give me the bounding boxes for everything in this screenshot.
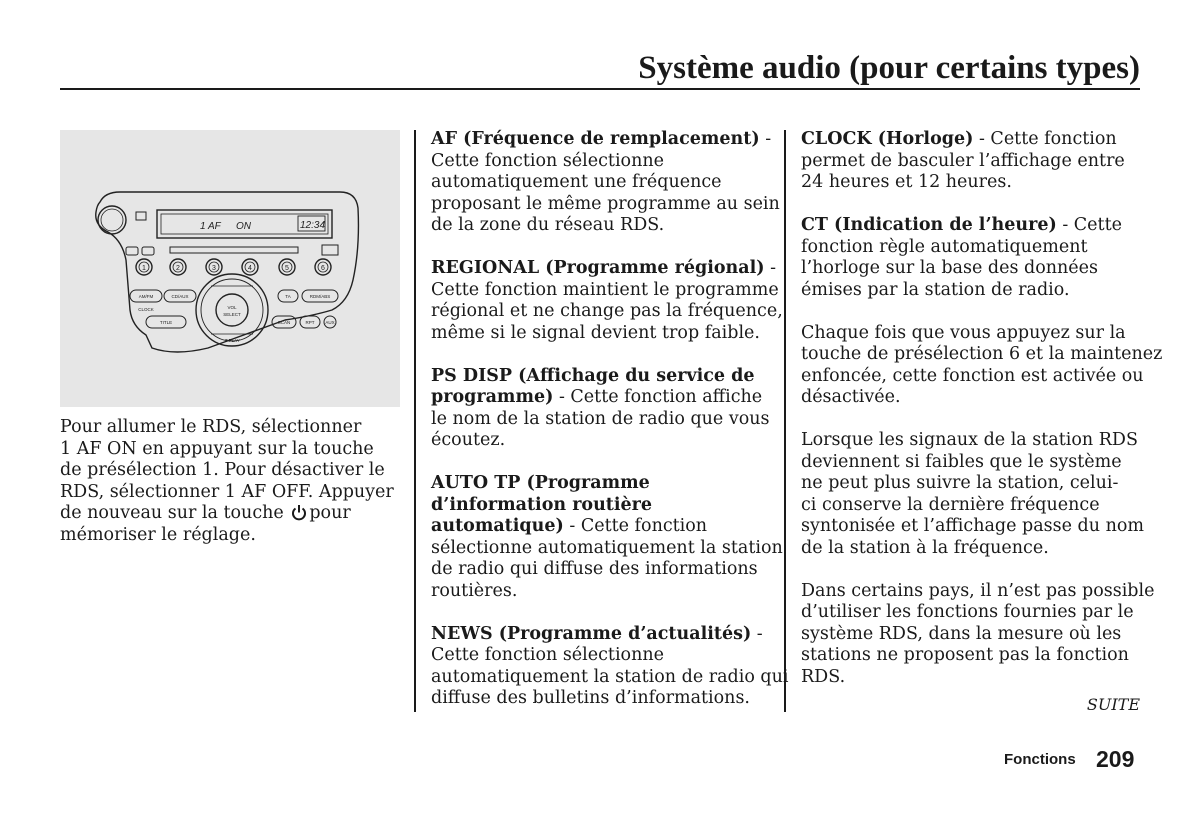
text-line: diffuse des bulletins d’informations. (431, 688, 750, 708)
text-line: fonction règle automatiquement (801, 236, 1088, 257)
text-line: automatiquement une fréquence (431, 172, 722, 192)
button-label-title: TITLE (159, 320, 173, 325)
section-news (431, 624, 789, 710)
caption-line-5-end: pour (309, 503, 351, 523)
button-label-amfm: AM/FM (138, 294, 154, 299)
caption-line: de présélection 1. Pour désactiver le (60, 460, 385, 480)
text-line: d’utiliser les fonctions fournies par le (801, 602, 1134, 622)
section-psdisp (431, 366, 789, 452)
heading-news: NEWS (Programme d’actualités) (431, 623, 752, 644)
text-line: proposant le même programme au sein (431, 193, 780, 214)
button-label-play: ▼PLAY (224, 338, 240, 343)
text-line: 24 heures et 12 heures. (801, 172, 1012, 192)
display-text-af: 1 AF (200, 221, 221, 232)
preset-label: 3 (212, 265, 216, 272)
text-line: régional et ne change pas la fréquence, (431, 301, 783, 321)
section-regional (431, 258, 789, 344)
power-icon (291, 504, 307, 521)
heading-ct: CT (Indication de l’heure) (801, 215, 1057, 235)
text-line: automatiquement la station de radio qui (431, 666, 789, 687)
preset-label: 5 (285, 265, 289, 272)
text-line: émises par la station de radio. (801, 279, 1070, 300)
cd-slot (170, 247, 298, 253)
caption-line: RDS, sélectionner 1 AF OFF. Appuyer (60, 481, 394, 502)
heading-af: AF (Fréquence de remplacement) (431, 129, 760, 149)
button-label-rpt: RPT (305, 320, 315, 325)
text-line: enfoncée, cette fonction est activée ou (801, 365, 1144, 386)
paragraph-weak-signal (801, 430, 1162, 559)
heading-regional: REGIONAL (Programme régional) (431, 258, 765, 278)
caption-line: 1 AF ON en appuyant sur la touche (60, 438, 374, 459)
text-line: - (759, 129, 772, 149)
text-line: - Cette fonction (973, 129, 1117, 149)
text-line: - Cette fonction affiche (553, 387, 763, 407)
heading-psdisp: PS DISP (Affichage du service de (431, 365, 755, 386)
text-line: sélectionne automatiquement la station (431, 537, 783, 558)
text-line: - Cette (1056, 215, 1122, 235)
button-label-clock: CLOCK (138, 307, 154, 312)
text-line: de la station à la fréquence. (801, 537, 1049, 558)
section-autotp (431, 473, 789, 602)
preset-label: 6 (321, 265, 325, 272)
text-line: ne peut plus suivre la station, celui- (801, 473, 1119, 493)
text-line: de radio qui diffuse des informations (431, 559, 758, 579)
text-line: écoutez. (431, 430, 506, 450)
preset-label: 1 (142, 265, 146, 272)
display-text-clock: 12:34 (300, 220, 326, 231)
text-line: l’horloge sur la base des données (801, 258, 1098, 278)
display-text-on: ON (236, 221, 251, 232)
button-label-vol: VOL (227, 305, 237, 310)
text-line: RDS. (801, 666, 846, 687)
preset-label: 4 (248, 265, 252, 272)
text-line: Cette fonction sélectionne (431, 150, 664, 171)
button-label-cdaux: CD/AUX (171, 294, 189, 299)
button-label-ta: TA (285, 294, 291, 299)
paragraph-countries (801, 581, 1162, 689)
text-line: - (764, 258, 777, 278)
text-line: système RDS, dans la mesure où les (801, 623, 1122, 644)
text-line: Lorsque les signaux de la station RDS (801, 430, 1138, 450)
button-label-scan: SCAN (277, 320, 291, 325)
text-line: - Cette fonction (563, 516, 708, 536)
text-line: syntonisée et l’affichage passe du nom (801, 516, 1144, 536)
text-line: ci conserve la dernière fréquence (801, 494, 1100, 515)
text-line: programme) (431, 387, 554, 407)
caption-line: mémoriser le réglage. (60, 524, 256, 545)
heading-clock: CLOCK (Horloge) (801, 129, 974, 149)
caption-line: Pour allumer le RDS, sélectionner (60, 417, 362, 437)
text-line: permet de basculer l’affichage entre (801, 150, 1125, 171)
text-line: stations ne proposent pas la fonction (801, 645, 1129, 665)
footer-section-label: Fonctions (1004, 751, 1076, 768)
column-2 (431, 129, 789, 731)
section-clock (801, 129, 1162, 194)
text-line: Chaque fois que vous appuyez sur la (801, 322, 1126, 343)
column-rule-left (414, 130, 416, 712)
text-line: - (751, 623, 763, 644)
volume-dial (196, 274, 268, 346)
text-line: Cette fonction maintient le programme (431, 279, 779, 300)
text-line: de la zone du réseau RDS. (431, 215, 665, 235)
section-ct (801, 215, 1162, 301)
figure-caption (60, 417, 394, 546)
preset-buttons (136, 259, 331, 275)
heading-autotp: AUTO TP (Programme (431, 473, 650, 493)
caption-line-5-start: de nouveau sur la touche (60, 503, 284, 523)
text-line: désactivée. (801, 387, 901, 407)
text-line: routières. (431, 580, 518, 601)
text-line: automatique) (431, 516, 564, 536)
paragraph-preset-6 (801, 323, 1162, 409)
text-line: même si le signal devient trop faible. (431, 322, 760, 343)
radio-illustration (60, 130, 400, 407)
continued-marker: SUITE (1086, 695, 1140, 714)
text-line: Dans certains pays, il n’est pas possible (801, 580, 1155, 601)
button-label-select: SELECT (223, 312, 241, 317)
title-rule (60, 88, 1140, 90)
button-label-rdm: RDM/ABS (309, 294, 331, 299)
text-line: deviennent si faibles que le système (801, 451, 1122, 472)
preset-label: 2 (176, 265, 180, 272)
section-af (431, 129, 789, 237)
column-3 (801, 129, 1162, 710)
page-number: 209 (1096, 746, 1135, 772)
text-line: Cette fonction sélectionne (431, 645, 664, 665)
text-line: touche de présélection 6 et la maintenez (801, 344, 1163, 364)
text-line: le nom de la station de radio que vous (431, 408, 770, 429)
text-line: d’information routière (431, 494, 653, 515)
power-knob (98, 206, 126, 234)
button-label-aux: AUX (325, 320, 335, 325)
page-title: Système audio (pour certains types) (638, 50, 1140, 86)
